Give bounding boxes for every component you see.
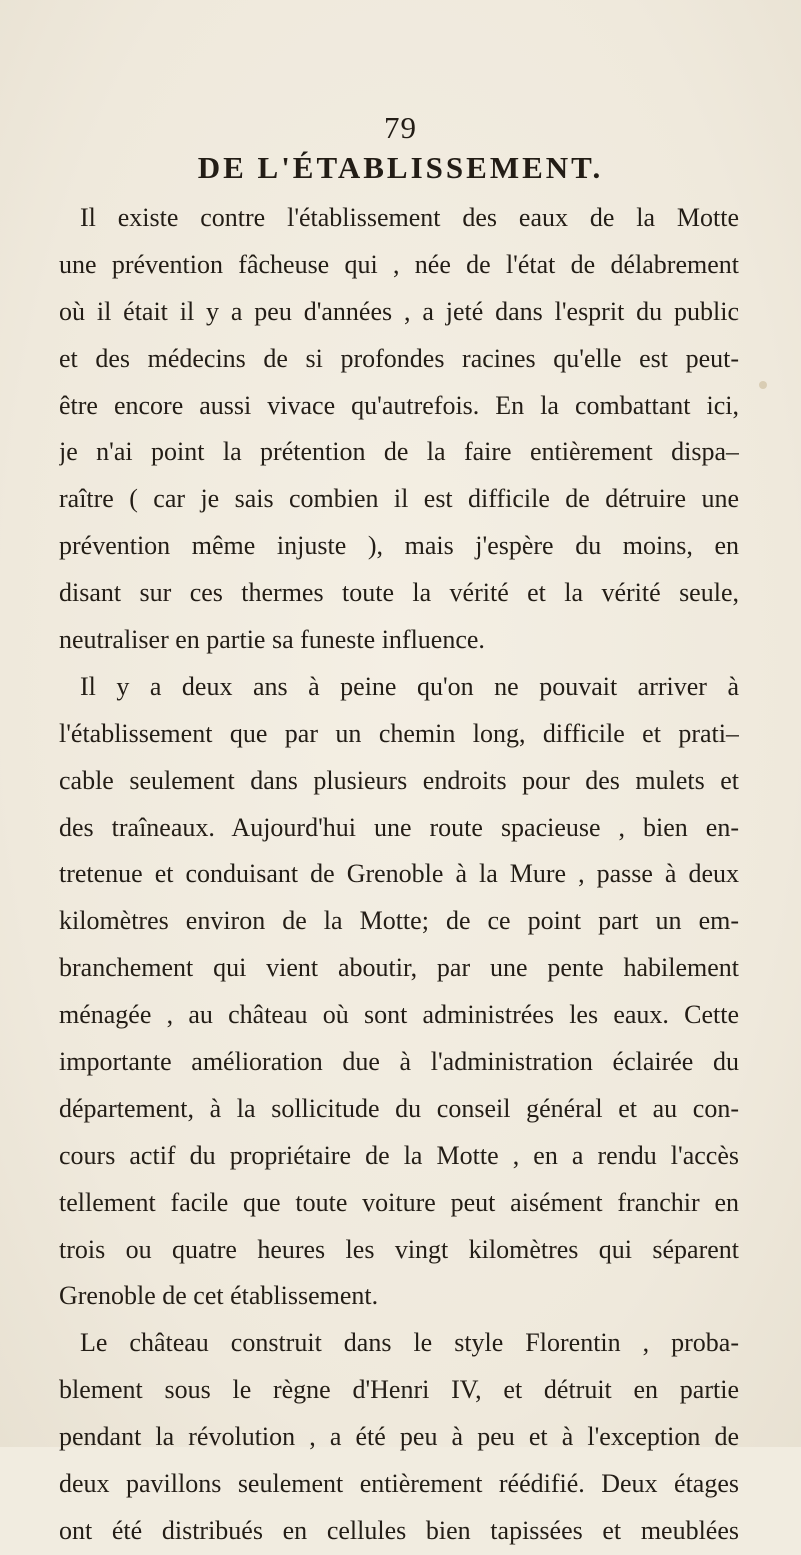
text-line: kilomètres environ de la Motte; de ce point part un em- (59, 906, 739, 936)
text-line: ménagée , au château où sont administrées les eaux. Cette (59, 1000, 739, 1030)
text-line: Il existe contre l'établissement des eaux de la Motte (80, 203, 739, 232)
text-line: tellement facile que toute voiture peut aisément franchir en (59, 1187, 739, 1217)
text-line: neutraliser en partie sa funeste influence. (59, 625, 485, 655)
text-line: cable seulement dans plusieurs endroits pour des mulets et (59, 765, 739, 795)
text-line: pendant la révolution , a été peu à peu et à l'exception de (59, 1422, 739, 1452)
body-text (59, 195, 739, 1555)
text-line: raître ( car je sais combien il est difficile de détruire une (59, 484, 739, 514)
text-line: disant sur ces thermes toute la vérité et la vérité seule, (59, 578, 739, 608)
text-line: être encore aussi vivace qu'autrefois. En la combattant ici, (59, 390, 739, 420)
text-line: Il y a deux ans à peine qu'on ne pouvait arriver à (80, 671, 739, 701)
text-line: Le château construit dans le style Florentin , proba- (80, 1328, 739, 1358)
page-number: 79 (384, 110, 417, 145)
text-line: où il était il y a peu d'années , a jeté dans l'esprit du public (59, 296, 739, 326)
text-line: cours actif du propriétaire de la Motte , en a rendu l'accès (59, 1140, 739, 1170)
text-line: ont été distribués en cellules bien tapissées et meublées (59, 1515, 739, 1545)
text-line: importante amélioration due à l'administration éclairée du (59, 1047, 739, 1077)
text-line: et des médecins de si profondes racines qu'elle est peut- (59, 343, 739, 373)
text-line: tretenue et conduisant de Grenoble à la Mure , passe à deux (59, 859, 739, 889)
running-head: DE L'ÉTABLISSEMENT. (197, 150, 604, 185)
text-line: trois ou quatre heures les vingt kilomètres qui séparent (59, 1234, 739, 1264)
text-line: une prévention fâcheuse qui , née de l'état de délabrement (59, 249, 739, 279)
text-line: deux pavillons seulement entièrement réédifié. Deux étages (59, 1469, 739, 1499)
text-line: je n'ai point la prétention de la faire entièrement dispa– (59, 437, 739, 467)
paper-speck (759, 381, 767, 389)
text-line: département, à la sollicitude du conseil général et au con- (59, 1093, 739, 1123)
text-line: branchement qui vient aboutir, par une pente habilement (59, 953, 739, 983)
text-line: l'établissement que par un chemin long, difficile et prati– (59, 718, 739, 748)
text-line: prévention même injuste ), mais j'espère du moins, en (59, 531, 739, 561)
text-line: Grenoble de cet établissement. (59, 1281, 379, 1311)
text-line: des traîneaux. Aujourd'hui une route spacieuse , bien en- (59, 812, 739, 842)
text-line: blement sous le règne d'Henri IV, et détruit en partie (59, 1375, 739, 1405)
